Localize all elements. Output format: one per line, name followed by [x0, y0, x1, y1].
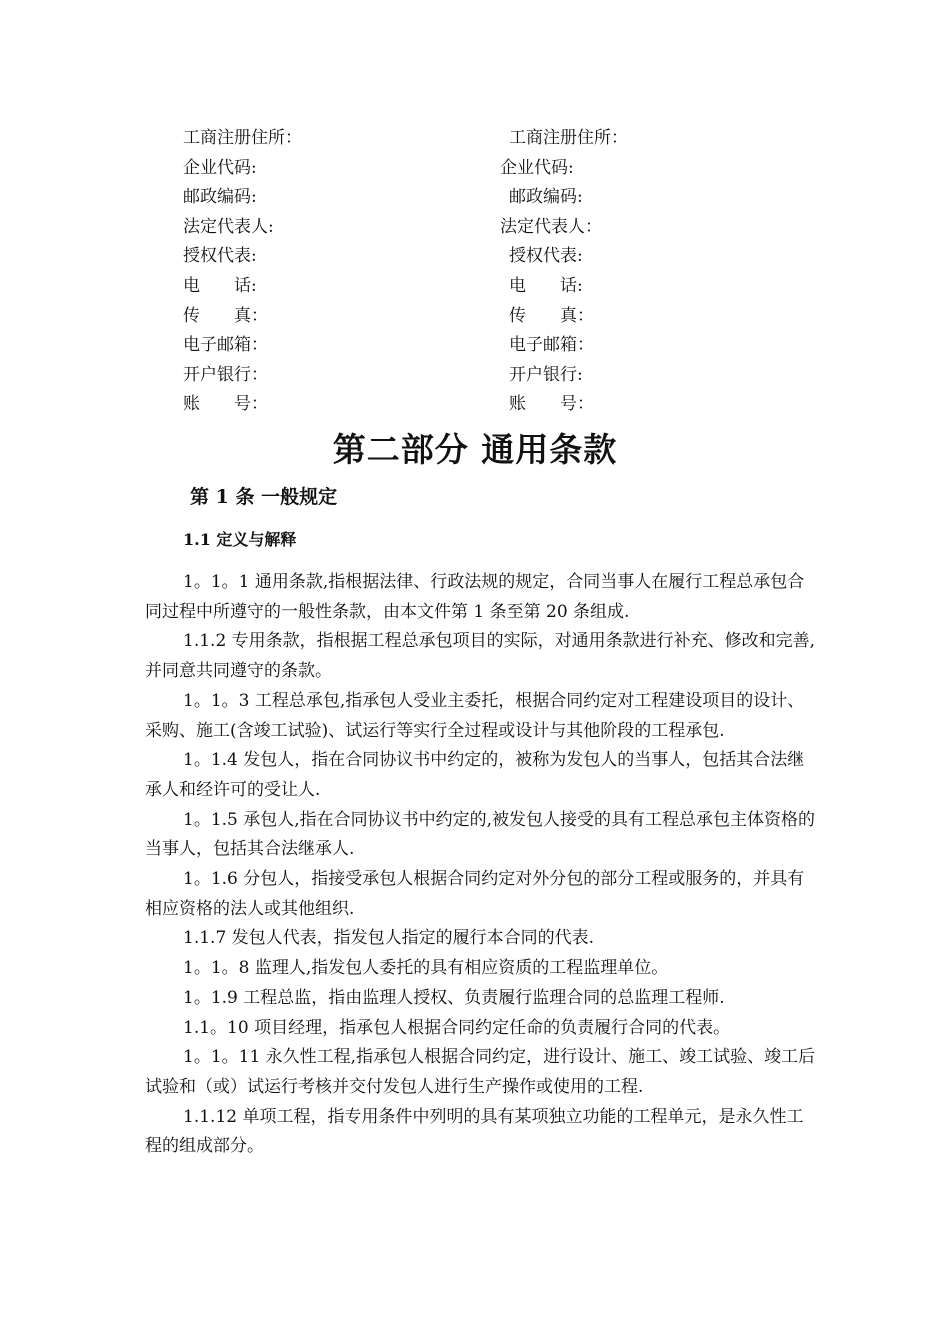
clause-special-terms: 1.1.2 专用条款，指根据工程总承包项目的实际，对通用条款进行补充、修改和完善,并同意共同遵守的条款。	[145, 631, 816, 682]
bank-label: 开户银行：	[183, 364, 268, 385]
authorized-representative-label: 授权代表:	[183, 246, 257, 267]
bank-label: 开户银行:	[509, 364, 583, 385]
clause-individual-works: 1.1.12 单项工程，指专用条件中列明的具有某项独立功能的工程单元，是永久性工程的组成部分。	[145, 1106, 804, 1157]
clause-project-manager: 1.1。10 项目经理，指承包人根据合同约定任命的负责履行合同的代表。	[183, 1017, 731, 1038]
clause-supervisor: 1。1。8 监理人,指发包人委托的具有相应资质的工程监理单位。	[183, 958, 669, 979]
enterprise-code-label: 企业代码:	[500, 157, 574, 178]
email-label: 电子邮箱：	[183, 335, 268, 356]
clause-employer-representative: 1.1.7 发包人代表，指发包人指定的履行本合同的代表.	[183, 928, 595, 949]
clause-epc-contracting: 1。1。3 工程总承包,指承包人受业主委托，根据合同约定对工程建设项目的设计、采购、施工(含竣工试验)、试运行等实行全过程或设计与其他阶段的工程承包.	[145, 690, 805, 741]
email-label: 电子邮箱：	[509, 335, 594, 356]
party-b-info	[500, 124, 628, 420]
clause-list	[145, 568, 820, 1162]
section-title: 1.1 定义与解释	[183, 530, 297, 549]
telephone-label: 电 话:	[509, 275, 583, 296]
authorized-representative-label: 授权代表:	[509, 246, 583, 267]
legal-representative-label: 法定代表人:	[183, 216, 274, 237]
registered-address-label: 工商注册住所：	[509, 128, 628, 148]
clause-subcontractor: 1。1.6 分包人，指接受承包人根据合同约定对外分包的部分工程或服务的，并具有相应资格的法人或其他组织.	[145, 869, 805, 919]
party-a-info	[183, 124, 302, 420]
postal-code-label: 邮政编码:	[183, 187, 257, 208]
telephone-label: 电 话:	[183, 275, 257, 296]
clause-chief-supervisor: 1。1.9 工程总监，指由监理人授权、负责履行监理合同的总监理工程师.	[183, 987, 725, 1008]
clause-contractor: 1。1.5 承包人,指在合同协议书中约定的,被发包人接受的具有工程总承包主体资格的当事人，包括其合法继承人.	[145, 809, 816, 860]
postal-code-label: 邮政编码:	[509, 187, 583, 208]
registered-address-label: 工商注册住所：	[183, 128, 302, 148]
enterprise-code-label: 企业代码:	[183, 157, 257, 178]
fax-label: 传 真：	[509, 305, 594, 326]
part-title: 第二部分 通用条款	[332, 430, 618, 469]
fax-label: 传 真：	[183, 305, 268, 326]
clause-general-terms: 1。1。1 通用条款,指根据法律、行政法规的规定，合同当事人在履行工程总承包合同过程中所遵守的一般性条款，由本文件第 1 条至第 20 条组成.	[145, 572, 805, 622]
article-title: 第 1 条 一般规定	[190, 486, 338, 508]
clause-permanent-works: 1。1。11 永久性工程,指承包人根据合同约定，进行设计、施工、竣工试验、竣工后试验和（或）试运行考核并交付发包人进行生产操作或使用的工程.	[145, 1047, 816, 1097]
account-number-label: 账 号：	[509, 394, 594, 415]
account-number-label: 账 号：	[183, 394, 268, 415]
clause-employer: 1。1.4 发包人，指在合同协议书中约定的，被称为发包人的当事人，包括其合法继承人和经许可的受让人.	[145, 750, 805, 800]
legal-representative-label: 法定代表人：	[500, 216, 602, 237]
